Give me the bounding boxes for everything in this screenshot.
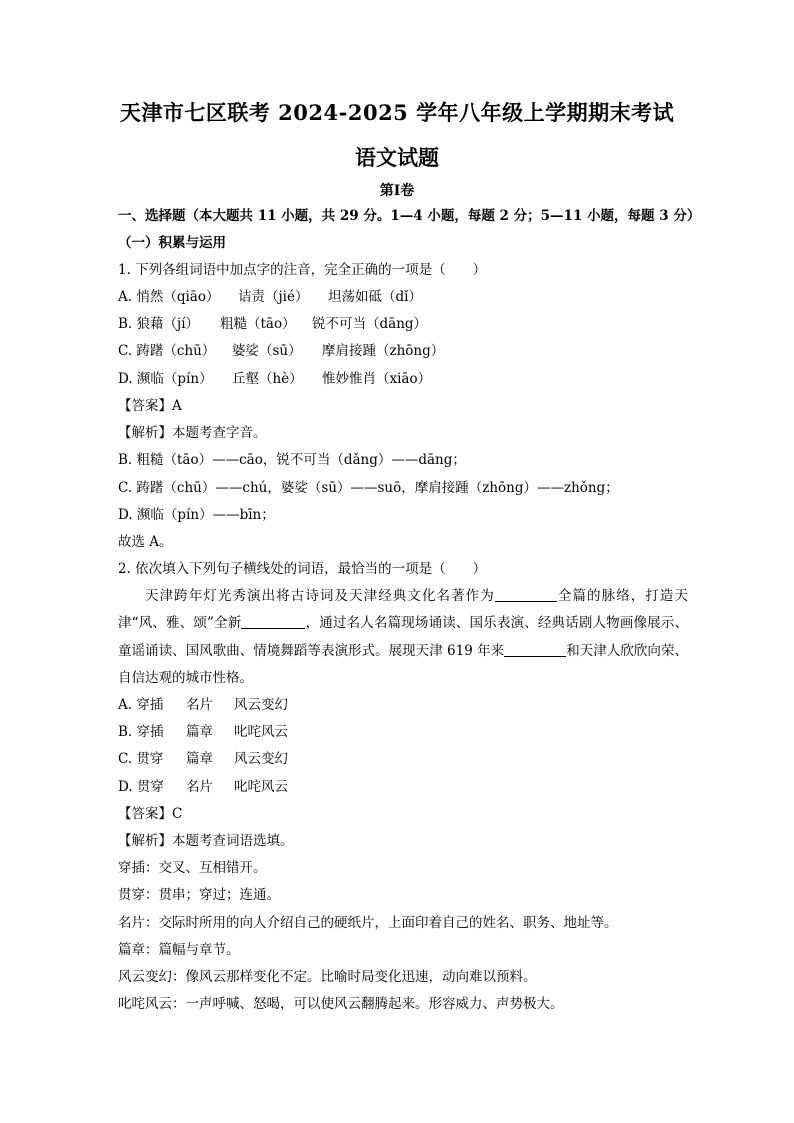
question-1-analysis: [118, 423, 267, 443]
option-cell: B. 穿插: [118, 724, 164, 740]
volume-label: 第Ⅰ卷: [379, 183, 415, 199]
analysis-label: 【解析】: [118, 425, 172, 441]
option-cell: B. 狼藉（jí）: [118, 316, 200, 332]
option-cell: A. 悄然（qiāo）: [118, 289, 220, 305]
exam-title: 天津市七区联考 2024-2025 学年八年级上学期期末考试: [119, 100, 675, 125]
word-definition: 贯穿：贯串；穿过；连通。: [118, 887, 280, 903]
question-1-option-b: [118, 314, 427, 334]
option-cell: 篇章: [186, 751, 213, 767]
option-cell: D. 濒临（pín）: [118, 371, 213, 387]
option-cell: 诘责（jié）: [238, 289, 309, 305]
analysis-text: 本题考查词语选填。: [172, 833, 294, 849]
option-cell: 叱咤风云: [234, 724, 288, 740]
passage-text: 和天津人欣欣向荣、自信达观的城市性格。: [118, 642, 688, 686]
option-cell: 摩肩接踵（zhōng）: [322, 343, 445, 359]
passage-text: 全篇的脉络，打造天津“风、雅、颂”全新: [118, 588, 689, 632]
question-2-passage: [118, 583, 688, 692]
question-1-stem: 1. 下列各组词语中加点字的注音，完全正确的一项是（ ）: [118, 262, 487, 278]
question-2-stem: 2. 依次填入下列句子横线处的词语，最恰当的一项是（ ）: [118, 561, 487, 577]
subsection-heading: （一）积累与运用: [118, 235, 226, 251]
option-cell: 婆娑（sū）: [232, 343, 302, 359]
question-1-option-c: [118, 341, 444, 361]
fill-blank-3: [504, 642, 566, 657]
analysis-label: 【解析】: [118, 833, 172, 849]
fill-blank-1: [495, 587, 557, 602]
analysis-note: D. 濒临（pín）——bīn；: [118, 507, 275, 523]
question-2-option-b: [118, 722, 288, 742]
question-1-option-a: [118, 287, 422, 307]
passage-text: 天津跨年灯光秀演出将古诗词及天津经典文化名著作为: [145, 588, 495, 604]
analysis-text: 本题考查字音。: [172, 425, 267, 441]
fill-blank-2: [241, 614, 305, 629]
option-cell: A. 穿插: [118, 697, 164, 713]
question-1-option-d: [118, 369, 431, 389]
analysis-note: B. 粗糙（tāo）——cāo，锐不可当（dǎng）——dāng；: [118, 452, 466, 468]
section-heading: 一、选择题（本大题共 11 小题，共 29 分。1—4 小题，每题 2 分；5—11 小题，每题 3 分）: [118, 208, 701, 224]
option-cell: 名片: [186, 779, 213, 795]
question-1-answer: 【答案】A: [118, 398, 182, 414]
option-cell: 风云变幻: [234, 751, 288, 767]
question-2-answer: 【答案】C: [118, 806, 183, 822]
word-definition: 穿插：交叉、互相错开。: [118, 860, 267, 876]
question-2-option-c: [118, 749, 288, 769]
word-definition: 风云变幻：像风云那样变化不定。比喻时局变化迅速，动向难以预料。: [118, 969, 537, 985]
option-cell: 惟妙惟肖（xiāo）: [322, 371, 432, 387]
word-definition: 名片：交际时所用的向人介绍自己的硬纸片，上面印着自己的姓名、职务、地址等。: [118, 915, 618, 931]
option-cell: 粗糙（tāo）: [220, 316, 296, 332]
option-cell: 丘壑（hè）: [232, 371, 303, 387]
question-2-analysis: [118, 831, 294, 851]
passage-text: ，通过名人名篇现场诵读、国乐表演、经典话剧人物画像展示、童谣诵读、国风歌曲、情境舞蹈等表演形式。展现天津 619 年来: [118, 615, 688, 659]
word-definition: 篇章：篇幅与章节。: [118, 942, 240, 958]
word-definition: 叱咤风云：一声呼喊、怒喝，可以使风云翻腾起来。形容威力、声势极大。: [118, 996, 564, 1012]
option-cell: 坦荡如砥（dǐ）: [328, 289, 422, 305]
exam-subtitle: 语文试题: [355, 145, 439, 170]
question-2-option-a: [118, 695, 288, 715]
option-cell: 名片: [186, 697, 213, 713]
option-cell: C. 踌躇（chū）: [118, 343, 216, 359]
option-cell: 叱咤风云: [234, 779, 288, 795]
question-1-conclusion: 故选 A。: [118, 534, 173, 550]
option-cell: 篇章: [186, 724, 213, 740]
option-cell: 锐不可当（dāng）: [312, 316, 428, 332]
option-cell: 风云变幻: [234, 697, 288, 713]
analysis-note: C. 踌躇（chū）——chú，婆娑（sū）——suō，摩肩接踵（zhōng）——zhǒng；: [118, 480, 619, 496]
option-cell: D. 贯穿: [118, 779, 164, 795]
option-cell: C. 贯穿: [118, 751, 164, 767]
question-2-option-d: [118, 777, 288, 797]
